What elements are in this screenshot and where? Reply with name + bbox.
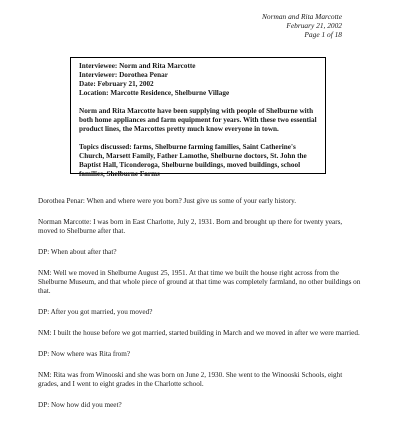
date-line: Date: February 21, 2002 xyxy=(79,80,154,88)
location-line: Location: Marcotte Residence, Shelburne Village xyxy=(79,89,230,97)
transcript xyxy=(38,197,363,422)
transcript-paragraph: Norman Marcotte: I was born in East Charlotte, July 2, 1931. Born and brought up there for twenty years, moved to Shelburne after that. xyxy=(38,218,343,235)
topics-discussed: Topics discussed: farms, Shelburne farming families, Saint Catherine's Church, Marsett Family, Father Lamothe, Shelburne doctors, St. John the Baptist Hall, Ticonderoga, Shelburne buildings, moved buildings, school families, Shelburne Farms xyxy=(79,143,307,178)
transcript-paragraph: DP: When about after that? xyxy=(38,248,117,256)
page-header xyxy=(262,12,342,39)
header-names: Norman and Rita Marcotte xyxy=(262,12,342,21)
transcript-paragraph: NM: I built the house before we got married, started building in March and we moved in after we were married. xyxy=(38,329,360,337)
transcript-paragraph: DP: After you got married, you moved? xyxy=(38,308,153,316)
header-date: February 21, 2002 xyxy=(286,21,342,30)
interview-info-box xyxy=(70,57,326,178)
transcript-paragraph: Dorothea Penar: When and where were you born? Just give us some of your early history. xyxy=(38,197,297,205)
interviewer-line: Interviewer: Dorothea Penar xyxy=(79,71,168,79)
transcript-paragraph: NM: Rita was from Winooski and she was born on June 2, 1930. She went to the Winooski Schools, eight grades, and I went to eight grades in the Charlotte school. xyxy=(38,371,343,388)
interview-summary: Norm and Rita Marcotte have been supplying with people of Shelburne with both home appliances and farm equipment for years. With these two essential product lines, the Marcottes pretty much know everyone in town. xyxy=(79,107,317,133)
transcript-paragraph: NM: Well we moved in Shelburne August 25, 1951. At that time we built the house right across from the Shelburne Museum, and that whole piece of ground at that time was completely farmland, no other buildings on that. xyxy=(38,269,361,295)
header-page-number: Page 1 of 18 xyxy=(304,30,342,39)
transcript-paragraph: DP: Now where was Rita from? xyxy=(38,350,131,358)
transcript-paragraph: DP: Now how did you meet? xyxy=(38,401,122,409)
interviewee-line: Interviewee: Norm and Rita Marcotte xyxy=(79,62,196,70)
